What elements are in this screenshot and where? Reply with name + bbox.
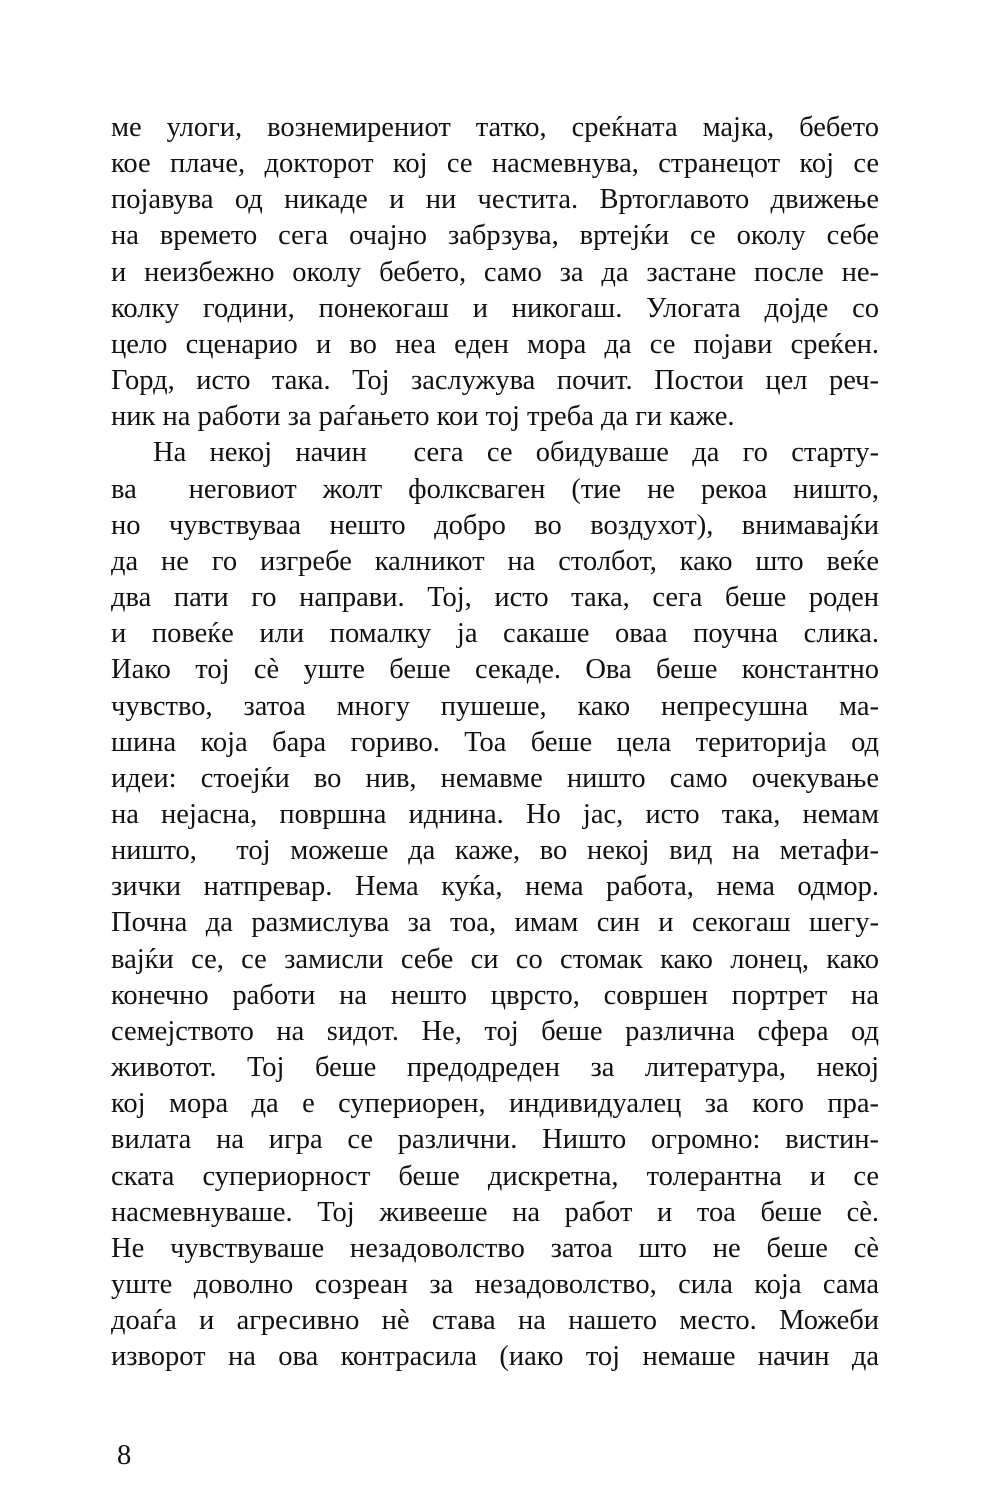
text-line: чувство, затоа многу пушеше, како непресушна ма-: [111, 690, 879, 722]
text-line: Иако тој сѐ уште беше секаде. Ова беше константно: [111, 654, 879, 686]
text-line: цело сценарио и во неа еден мора да се појави среќен.: [111, 328, 879, 360]
text-line: Горд, исто така. Тој заслужува почит. Постои цел реч-: [111, 365, 879, 397]
text-line: вајќи се, се замисли себе си со стомак како лонец, како: [111, 943, 879, 975]
text-line: конечно работи на нешто цврсто, совршен портрет на: [111, 979, 879, 1011]
text-line: семејството на ѕидот. Не, тој беше различна сфера од: [111, 1015, 879, 1047]
text-line: Не чувствуваше незадоволство затоа што не беше сѐ: [111, 1232, 879, 1264]
text-line: ската супериорност беше дискретна, толерантна и се: [111, 1160, 879, 1192]
text-line: колку години, понекогаш и никогаш. Улогата дојде со: [111, 292, 879, 324]
text-line: и неизбежно околу бебето, само за да застане после не-: [111, 256, 879, 288]
text-line: на нејасна, површна иднина. Но јас, исто така, немам: [111, 798, 879, 830]
text-line: вилата на игра се различни. Ништо огромно: вистин-: [111, 1124, 879, 1156]
text-line: но чувствуваа нешто добро во воздухот), внимавајќи: [111, 509, 879, 541]
text-line: ништо, тој можеше да каже, во некој вид на метафи-: [111, 835, 879, 867]
text-line: доаѓа и агресивно нѐ става на нашето место. Можеби: [111, 1305, 879, 1337]
text-line: насмевнуваше. Тој живееше на работ и тоа беше сѐ.: [111, 1196, 879, 1228]
text-line: појавува од никаде и ни честита. Вртоглавото движење: [111, 184, 879, 216]
page-number: 8: [117, 1440, 132, 1471]
text-line: кое плаче, докторот кој се насмевнува, странецот кој се: [111, 148, 879, 180]
text-line: изворот на ова контрасила (иако тој немаше начин да: [111, 1341, 879, 1373]
text-line: на времето сега очајно забрзува, вртејќи се околу себе: [111, 220, 879, 252]
text-line: ник на работи за раѓањето кои тој треба да ги каже.: [111, 401, 735, 433]
text-line: Почна да размислува за тоа, имам син и секогаш шегу-: [111, 907, 879, 939]
paragraph-1: [111, 110, 879, 435]
text-line: два пати го направи. Тој, исто така, сега беше роден: [111, 582, 879, 614]
text-line: да не го изгребе калникот на столбот, како што веќе: [111, 545, 879, 577]
text-line: ме улоги, вознемирениот татко, среќната мајка, бебето: [111, 112, 879, 143]
text-line: шина која бара гориво. Тоа беше цела територија од: [111, 726, 879, 758]
text-line: ва неговиот жолт фолксваген (тие не рекоа ништо,: [111, 473, 879, 505]
text-line: идеи: стоејќи во нив, немавме ништо само очекување: [111, 762, 879, 794]
text-line: зички натпревар. Нема куќа, нема работа, нема одмор.: [111, 871, 879, 903]
text-line: животот. Тој беше предодреден за литература, некој: [111, 1052, 879, 1084]
text-line: кој мора да е супериорен, индивидуалец за кого пра-: [111, 1088, 879, 1120]
text-line: и повеќе или помалку ја сакаше оваа поучна слика.: [111, 618, 879, 650]
text-line: уште доволно созреан за незадоволство, сила која сама: [111, 1269, 879, 1300]
text-line: На некој начин сега се обидуваше да го старту-: [153, 437, 879, 469]
paragraph-2: [111, 435, 879, 1375]
text-block: [111, 110, 879, 1375]
